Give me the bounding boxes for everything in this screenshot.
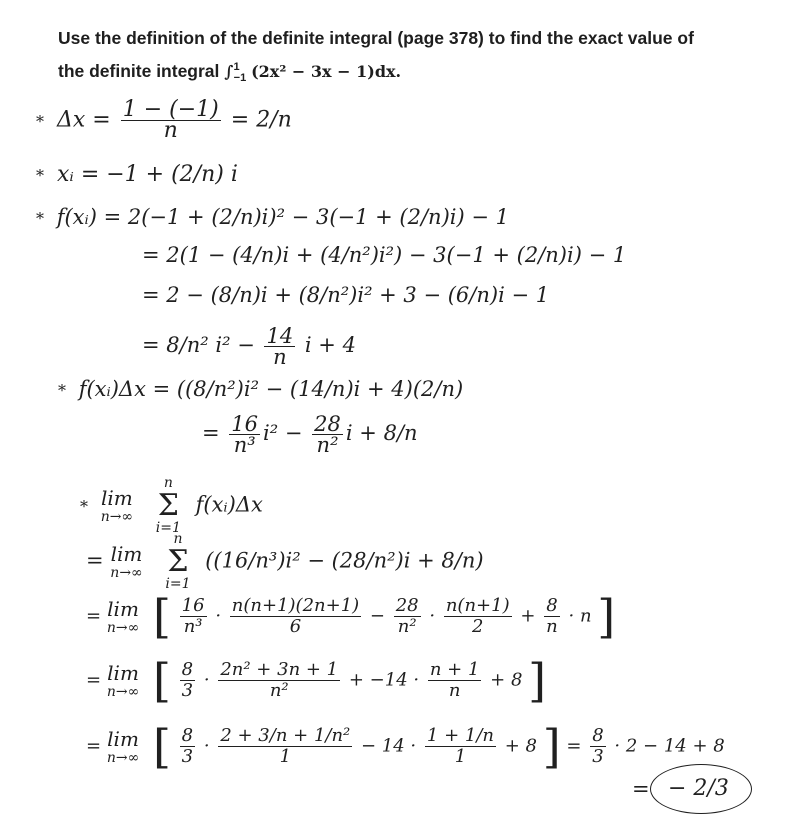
final-eq: = (632, 777, 650, 801)
f-xi-dx-var-b: i (345, 421, 353, 445)
limit-subscript: n→∞ (110, 565, 143, 581)
result-tail: · 2 − 14 + 8 (614, 735, 725, 757)
bullet: * (36, 111, 44, 131)
limit-line-5-eq: = (86, 735, 102, 757)
result-eq: = (566, 735, 582, 757)
integrand: (2x² − 3x − 1)dx. (251, 61, 402, 81)
f-xi-dx-label: f(xᵢ)Δx = (78, 377, 171, 401)
f-xi-dx-product: ((8/n²)i² − (14/n)i + 4)(2/n) (176, 377, 464, 401)
lim4-frac-c-den: n (448, 680, 461, 701)
result-fraction (590, 726, 605, 767)
lim3-frac-a-den: n³ (183, 616, 203, 637)
lim3-frac-b-den: 6 (289, 616, 302, 637)
f-xi-label: f(xᵢ) = (56, 205, 122, 229)
result-fraction-num: 8 (592, 725, 604, 746)
integral-lower-limit: −1 (233, 72, 247, 85)
bullet: * (80, 496, 88, 516)
f-xi-line-4-term-1: 8/n² i² (166, 333, 231, 357)
sigma-icon: Σ (157, 488, 179, 523)
f-xi-dx-frac-b-den: n² (316, 433, 339, 457)
limit-word: lim (110, 542, 143, 566)
f-xi-dx-frac-b (312, 414, 343, 455)
answer-circle (650, 764, 752, 814)
left-bracket: [ (152, 589, 171, 644)
lim4-dot: · (203, 669, 210, 691)
summation (156, 476, 181, 536)
limit-word: lim (107, 726, 139, 751)
f-xi-line-4 (142, 326, 356, 367)
problem-line-1: Use the definition of the definite integral (page 378) to find the exact value of (58, 28, 694, 48)
limit-line-4 (86, 653, 547, 708)
lim3-frac-c-den: n² (397, 616, 417, 637)
limit-operator (101, 487, 133, 525)
bullet: * (58, 381, 66, 400)
lim3-frac-a (180, 596, 207, 637)
f-xi-dx-line-2 (202, 414, 418, 455)
left-bracket: [ (152, 653, 171, 708)
lim5-frac-a-num: 8 (181, 725, 194, 746)
lim4-frac-b-den: n² (269, 680, 289, 701)
limit-subscript: n→∞ (106, 619, 140, 636)
lim4-frac-c (428, 660, 482, 701)
lim3-frac-e (544, 596, 560, 637)
lim5-dot: · (203, 735, 210, 757)
sigma-icon: Σ (167, 544, 189, 579)
lim3-frac-e-den: n (546, 616, 558, 637)
lim5-frac-c-den: 1 (454, 746, 467, 767)
lim5-frac-a-den: 3 (181, 746, 194, 767)
f-xi-line-4-numerator: 14 (266, 324, 294, 348)
limit-line-3-eq: = (86, 605, 102, 627)
lim4-frac-c-num: n + 1 (429, 659, 480, 680)
limit-operator (107, 728, 139, 766)
limit-word: lim (107, 596, 139, 621)
f-xi-dx-frac-a (229, 414, 260, 455)
lim4-tail: + 8 (490, 669, 523, 691)
lim3-frac-d-num: n(n+1) (445, 595, 510, 616)
lim3-dot-2: · (429, 605, 436, 627)
lim3-plus: + (520, 605, 536, 627)
limit-line-2-eq: = (86, 548, 104, 573)
limit-operator (107, 662, 139, 700)
f-xi-line-4-tail: i + 4 (304, 333, 356, 357)
f-xi-dx-eq: = (202, 421, 220, 445)
limit-line-5 (86, 719, 725, 774)
lim4-mid: + −14 · (348, 669, 420, 691)
summation (165, 532, 190, 592)
sum-lower: i=1 (155, 520, 181, 536)
lim3-frac-b (230, 596, 361, 637)
lim5-tail: + 8 (504, 735, 537, 757)
lim4-frac-a-den: 3 (181, 680, 194, 701)
limit-operator (107, 598, 139, 636)
right-bracket: ] (542, 719, 561, 774)
limit-line-4-eq: = (86, 669, 102, 691)
lim5-frac-b-den: 1 (279, 746, 292, 767)
limit-subscript: n→∞ (106, 749, 140, 766)
limit-word: lim (101, 486, 133, 510)
f-xi-dx-minus: − (284, 421, 303, 445)
delta-x-lhs: Δx = (57, 107, 111, 133)
bullet: * (36, 209, 44, 228)
result-fraction-den: 3 (592, 746, 604, 767)
f-xi-line-3: = 2 − (8/n)i + (8/n²)i² + 3 − (6/n)i − 1 (142, 283, 550, 307)
sum-lower: i=1 (165, 576, 191, 592)
f-xi-dx-frac-a-den: n³ (233, 433, 256, 457)
delta-x-line (36, 97, 292, 143)
f-xi-line-1 (36, 204, 509, 232)
problem-statement (58, 24, 798, 93)
lim3-frac-e-num: 8 (544, 596, 560, 617)
sum-upper: n (163, 475, 173, 491)
limit-line-2 (86, 532, 484, 592)
f-xi-line-4-eq: = (142, 333, 160, 357)
lim3-minus: − (369, 605, 385, 627)
bullet: * (36, 166, 44, 185)
lim5-frac-b (218, 726, 352, 767)
limit-subscript: n→∞ (100, 509, 134, 525)
f-xi-dx-frac-a-num: 16 (231, 412, 259, 436)
delta-x-denominator: n (163, 118, 178, 143)
lim4-frac-b-num: 2n² + 3n + 1 (220, 659, 339, 680)
f-xi-expansion-1: 2(−1 + (2/n)i)² − 3(−1 + (2/n)i) − 1 (127, 205, 509, 229)
lim3-tail: · n (568, 605, 592, 627)
final-line (632, 776, 650, 802)
delta-x-equals: = (230, 107, 250, 133)
limit-operator (110, 543, 142, 581)
lim3-frac-c-num: 28 (395, 595, 419, 616)
f-xi-line-4-minus: − (237, 333, 255, 357)
sum-upper: n (173, 531, 183, 547)
f-xi-dx-var-a: i² (263, 421, 279, 445)
lim4-frac-b (218, 660, 340, 701)
lim4-frac-a (180, 660, 195, 701)
lim5-frac-c-num: 1 + 1/n (426, 725, 494, 746)
lim5-frac-b-num: 2 + 3/n + 1/n² (220, 725, 351, 746)
limit-line-2-body: ((16/n³)i² − (28/n²)i + 8/n) (205, 548, 484, 573)
f-xi-dx-term-c: 8/n (383, 421, 418, 445)
lim3-frac-d-den: 2 (472, 616, 484, 637)
lim4-frac-a-num: 8 (181, 659, 194, 680)
delta-x-numerator: 1 − (−1) (122, 97, 219, 122)
f-xi-dx-frac-b-num: 28 (314, 412, 341, 436)
lim5-mid: − 14 · (361, 735, 417, 757)
f-xi-line-4-fraction (264, 326, 295, 367)
lim3-dot: · (215, 605, 222, 627)
lim5-frac-c (425, 726, 496, 767)
delta-x-fraction (121, 97, 221, 143)
right-bracket: ] (528, 653, 547, 708)
final-answer: − 2/3 (668, 776, 729, 801)
lim3-frac-b-num: n(n+1)(2n+1) (231, 595, 360, 616)
integral-upper-limit: 1 (233, 61, 240, 73)
f-xi-line-4-denominator: n (273, 345, 287, 369)
limit-word: lim (107, 660, 139, 685)
limit-line-3 (86, 589, 616, 644)
problem-line-2-text: the definite integral (58, 60, 220, 81)
right-bracket: ] (597, 589, 616, 644)
integral-sign: ∫ (224, 61, 234, 81)
f-xi-line-2: = 2(1 − (4/n)i + (4/n²)i²) − 3(−1 + (2/n)i) − 1 (142, 243, 627, 267)
lim3-frac-a-num: 16 (181, 595, 205, 616)
delta-x-result: 2/n (256, 107, 292, 133)
lim3-frac-d (444, 596, 512, 637)
f-xi-dx-line-1 (58, 376, 463, 404)
f-xi-dx-plus: + (359, 421, 377, 445)
limit-subscript: n→∞ (106, 683, 140, 700)
lim3-frac-c (394, 596, 421, 637)
limit-line-1 (80, 476, 263, 536)
xi-expression: xᵢ = −1 + (2/n) i (57, 162, 238, 187)
xi-line (36, 162, 238, 189)
left-bracket: [ (152, 719, 171, 774)
lim5-frac-a (180, 726, 195, 767)
problem-line-2 (58, 53, 798, 93)
limit-line-1-body: f(xᵢ)Δx (195, 492, 263, 517)
